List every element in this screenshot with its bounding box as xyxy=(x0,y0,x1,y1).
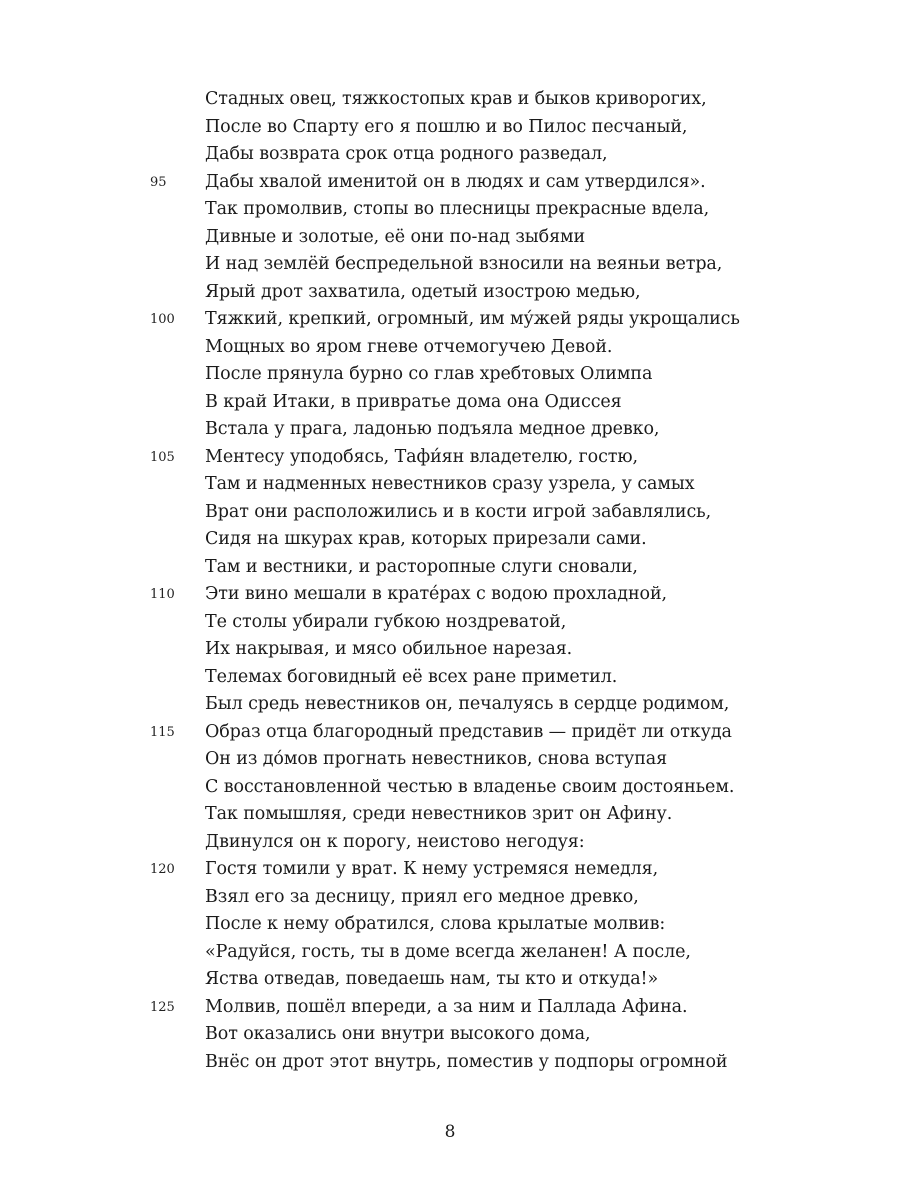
verse-line xyxy=(0,636,900,664)
verse-text: Те столы убирали губкою ноздреватой, xyxy=(205,611,567,632)
verse-text: Сидя на шкурах крав, которых прирезали сами. xyxy=(205,529,647,549)
verse-text: Ментесу уподобясь, Тафи́ян владетелю, гостю, xyxy=(205,446,638,467)
verse-text: Там и вестники, и расторопные слуги сновали, xyxy=(205,556,638,577)
verse-text: Встала у прага, ладонью подъяла медное древко, xyxy=(205,419,660,439)
verse-text: В край Итаки, в привратье дома она Одиссея xyxy=(205,391,622,412)
verse-text: Тяжкий, крепкий, огромный, им му́жей ряды укрощались xyxy=(205,309,740,329)
verse-line xyxy=(0,609,900,637)
verse-line xyxy=(0,361,900,389)
verse-text: Так промолвив, стопы во плесницы прекрасные вдела, xyxy=(205,199,710,219)
verse-text: Он из до́мов прогнать невестников, снова вступая xyxy=(205,749,668,769)
line-number: 110 xyxy=(150,587,175,602)
verse-text: Ярый дрот захватила, одетый изострою медью, xyxy=(205,281,641,302)
verse-text: Так помышляя, среди невестников зрит он Афину. xyxy=(205,804,673,824)
poem-body xyxy=(0,86,900,1076)
verse-text: И над землёй беспредельной взносили на веяньи ветра, xyxy=(205,254,723,274)
verse-text: Взял его за десницу, приял его медное древко, xyxy=(205,886,639,907)
verse-line xyxy=(0,801,900,829)
verse-text: Двинулся он к порогу, неистово негодуя: xyxy=(205,831,585,852)
verse-line xyxy=(0,856,900,884)
verse-text: Дабы возврата срок отца родного разведал, xyxy=(205,144,608,164)
verse-line xyxy=(0,829,900,857)
verse-text: После во Спарту его я пошлю и во Пилос песчаный, xyxy=(205,116,688,137)
verse-line xyxy=(0,774,900,802)
verse-line xyxy=(0,306,900,334)
verse-text: Молвив, пошёл впереди, а за ним и Паллада Афина. xyxy=(205,996,688,1017)
verse-text: Был средь невестников он, печалуясь в сердце родимом, xyxy=(205,694,730,714)
verse-text: Стадных овец, тяжкостопых крав и быков криворогих, xyxy=(205,89,707,109)
line-number: 105 xyxy=(150,449,175,465)
verse-line xyxy=(0,746,900,774)
verse-text: Дабы хвалой именитой он в людях и сам утвердился». xyxy=(205,171,706,192)
verse-line xyxy=(0,994,900,1022)
verse-line xyxy=(0,499,900,527)
verse-line xyxy=(0,966,900,994)
verse-text: Телемах боговидный её всех ране приметил. xyxy=(205,666,618,687)
verse-line xyxy=(0,251,900,279)
verse-text: Эти вино мешали в крате́рах с водою прохладной, xyxy=(205,584,667,604)
verse-line xyxy=(0,444,900,472)
verse-line xyxy=(0,169,900,197)
verse-text: После прянула бурно со глав хребтовых Олимпа xyxy=(205,364,653,384)
page-number: 8 xyxy=(444,1122,456,1142)
verse-line xyxy=(0,114,900,142)
verse-text: С восстановленной честью в владенье своим достояньем. xyxy=(205,776,735,797)
verse-text: Вот оказались они внутри высокого дома, xyxy=(205,1024,591,1044)
verse-line xyxy=(0,416,900,444)
verse-text: Гостя томили у врат. К нему устремяся немедля, xyxy=(205,859,659,879)
verse-line xyxy=(0,884,900,912)
verse-text: После к нему обратился, слова крылатые молвив: xyxy=(205,914,666,934)
verse-text: Образ отца благородный представив — придёт ли откуда xyxy=(205,721,732,742)
verse-text: Их накрывая, и мясо обильное нарезая. xyxy=(205,639,573,659)
line-number: 100 xyxy=(150,312,175,327)
verse-line xyxy=(0,554,900,582)
line-number: 115 xyxy=(150,724,175,740)
verse-line xyxy=(0,1049,900,1077)
line-number: 95 xyxy=(150,174,167,190)
verse-line xyxy=(0,691,900,719)
verse-line xyxy=(0,279,900,307)
verse-text: Дивные и золотые, её они по-над зыбями xyxy=(205,226,586,247)
verse-line xyxy=(0,86,900,114)
verse-text: Там и надменных невестников сразу узрела, у самых xyxy=(205,474,695,494)
verse-text: Внёс он дрот этот внутрь, поместив у подпоры огромной xyxy=(205,1051,728,1072)
line-number: 125 xyxy=(150,999,175,1015)
verse-text: Врат они расположились и в кости игрой забавлялись, xyxy=(205,501,712,522)
verse-text: Яства отведав, поведаешь нам, ты кто и откуда!» xyxy=(205,969,659,989)
verse-line xyxy=(0,664,900,692)
verse-text: Мощных во яром гневе отчемогучею Девой. xyxy=(205,336,613,357)
verse-line xyxy=(0,939,900,967)
verse-line xyxy=(0,389,900,417)
verse-line xyxy=(0,196,900,224)
verse-line xyxy=(0,581,900,609)
verse-line xyxy=(0,141,900,169)
line-number: 120 xyxy=(150,862,175,877)
verse-line xyxy=(0,471,900,499)
verse-line xyxy=(0,1021,900,1049)
verse-line xyxy=(0,224,900,252)
verse-line xyxy=(0,526,900,554)
verse-line xyxy=(0,719,900,747)
verse-line xyxy=(0,334,900,362)
verse-line xyxy=(0,911,900,939)
verse-text: «Радуйся, гость, ты в доме всегда желанен! А после, xyxy=(205,941,691,962)
